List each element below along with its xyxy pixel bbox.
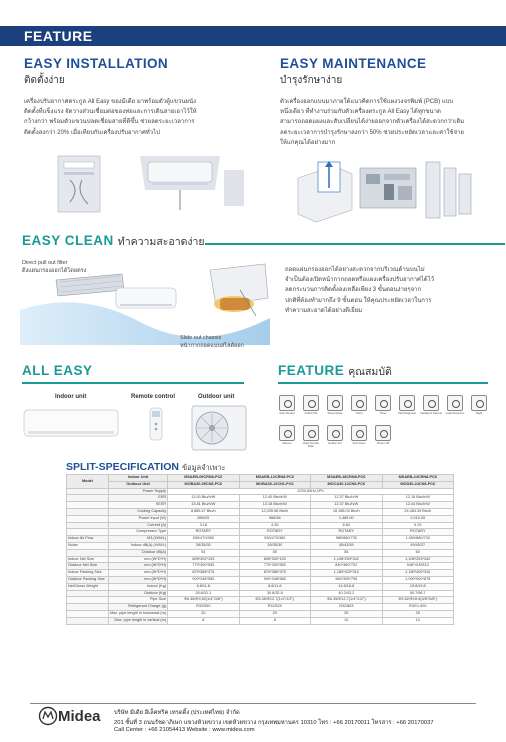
feature-item xyxy=(468,395,490,415)
spec-value-cell: 8.8/11.8 xyxy=(168,583,239,590)
easy-clean-title-en: EASY CLEAN xyxy=(22,233,114,248)
spec-row xyxy=(67,508,454,515)
body-line: ให้แก่คุณได้อย่างมาก xyxy=(280,139,336,146)
feature-item-label: Timer xyxy=(379,411,387,415)
spec-value-cell: 13.81 Btu/h/W xyxy=(168,502,239,509)
easy-clean-illustration xyxy=(20,260,270,345)
spec-row xyxy=(67,549,454,556)
feature-item-label: Self Clean xyxy=(352,441,366,445)
indoor-model-1: MSAEB-09CRN8-PC6 xyxy=(168,475,239,482)
spec-value-cell: 49/45/37 xyxy=(382,542,454,549)
spec-group-cell xyxy=(67,597,109,604)
indoor-model-4: MSAEB-24CRN8-PC6 xyxy=(382,475,454,482)
spec-value-cell: ROTARY xyxy=(311,529,382,536)
spec-value-cell: 1,108*253*342 xyxy=(382,556,454,563)
spec-row xyxy=(67,610,454,617)
spec-value-cell: 770*300*555 xyxy=(168,563,239,570)
indoor-unit-clean-illustration xyxy=(116,288,176,308)
spec-value-cell: 14.5/18.8 xyxy=(311,583,382,590)
spec-title-en: SPLIT-SPECIFICATION xyxy=(66,461,179,473)
feature-section-title-en: FEATURE xyxy=(278,363,345,378)
feature-item xyxy=(348,395,370,415)
intelligent-defrost-icon xyxy=(423,395,439,411)
feature-item xyxy=(324,425,346,445)
power-off-icon xyxy=(375,425,391,441)
spec-value-cell: R32/620 xyxy=(239,604,310,611)
spec-group-cell xyxy=(67,604,109,611)
body-line: หนึ่งเดียว ที่ทำงานร่วมกับตัวเครื่องตระกูล All Easy ได้ทุกขนาด xyxy=(280,109,441,116)
filter-label-th: ดึงแผ่นกรองออกได้โดยตรง xyxy=(22,268,87,274)
easy-clean-title xyxy=(22,233,205,250)
spec-value-cell: 13.00 Btu/h/W xyxy=(168,495,239,502)
power-supply-value: 220V,50Hz,1Ph xyxy=(168,488,454,495)
feature-item-label: Self Diagnosis xyxy=(398,411,416,415)
spec-value-cell: 20 xyxy=(239,610,310,617)
power-supply-label: Power Supply xyxy=(108,488,167,495)
spec-value-cell: 900*348*585 xyxy=(239,576,310,583)
spec-value-cell: 50.7/56.7 xyxy=(382,590,454,597)
spec-value-cell: 12.44 Btu/h/W xyxy=(382,502,454,509)
spec-value-cell: 1,090*500*875 xyxy=(382,576,454,583)
easy-maintenance-subtitle: บำรุงรักษาง่าย xyxy=(280,75,343,86)
midea-brand: Midea xyxy=(58,708,101,725)
spec-value-cell: 530/470/380 xyxy=(168,536,239,543)
spec-value-cell: 12.40 Btu/h/W xyxy=(239,495,310,502)
feature-item xyxy=(300,425,322,448)
spec-label-cell: mm (W*D*H) xyxy=(108,570,167,577)
spec-value-cell: 40.2/43.2 xyxy=(311,590,382,597)
feature-item-label: Sleep Mode xyxy=(327,411,343,415)
spec-row xyxy=(67,563,454,570)
spec-row xyxy=(67,583,454,590)
spec-label-cell: EER xyxy=(108,495,167,502)
footer-address: 201 ชั้นที่ 3 ถนนรัชดาภิเษก แขวงห้วยขวาง เขตห้วยขวาง กรุงเทพมหานคร 10310 โทร : +66 20170011 โทรสาร : +66 20170037 xyxy=(114,720,434,726)
auto-restart-icon xyxy=(279,395,295,411)
indoor-model-2: MSAEB-12CRN8-PC6 xyxy=(239,475,310,482)
spec-value-cell: 900*348*585 xyxy=(168,576,239,583)
spec-value-cell: 530/470/380 xyxy=(239,536,310,543)
indoor-model-3: MSAEB-18CRN8-PC6 xyxy=(311,475,382,482)
outdoor-model-3: MOCA30-12CN8-PC6 xyxy=(311,481,382,488)
filter-panel-illustration xyxy=(56,274,124,296)
feature-item-label: Intelligent Defrost xyxy=(420,411,442,415)
spec-value-cell: 869/25 xyxy=(168,515,239,522)
spec-group-cell: Net/Gross Weight xyxy=(67,583,109,590)
body-line: ตัวเครื่องออกแบบมาภายใต้แนวคิดการใช้แผงวงจรพิมพ์ (PCB) แบบ xyxy=(280,99,454,105)
spec-row xyxy=(67,542,454,549)
spec-group-cell xyxy=(67,610,109,617)
spec-value-cell: 9.29 xyxy=(382,522,454,529)
spec-value-cell: 840*360*702 xyxy=(311,563,382,570)
spec-row xyxy=(67,576,454,583)
all-easy-title: ALL EASY xyxy=(22,363,93,378)
spec-group-cell xyxy=(67,508,109,515)
spec-label-cell: Outdoor (Kg) xyxy=(108,590,167,597)
spec-label-cell: Cooling Capacity xyxy=(108,508,167,515)
spec-table xyxy=(66,474,454,625)
spec-title xyxy=(66,461,226,474)
model-header: Model xyxy=(67,475,109,489)
spec-value-cell: 12,035.98 Btu/h xyxy=(239,508,310,515)
spec-group-cell xyxy=(67,549,109,556)
spec-value-cell: 1,108*253*342 xyxy=(311,556,382,563)
spec-group-cell xyxy=(67,522,109,529)
spec-label-cell: Compressor Type xyxy=(108,529,167,536)
midea-logo-icon xyxy=(38,706,58,726)
easy-maintenance-title: EASY MAINTENANCE xyxy=(280,56,427,71)
body-line: กว้างกว่า พร้อมตัวแขวนปลดเชื่อมสายที่ดีขึ้น ช่วยลดระยะเวลาการ xyxy=(24,119,195,126)
spec-label-cell: Outdoor dB(A) xyxy=(108,549,167,556)
spec-group-cell: Noise xyxy=(67,542,109,549)
spec-row xyxy=(67,570,454,577)
spec-row xyxy=(67,502,454,509)
pcb-modules-illustration xyxy=(426,162,471,218)
body-line: ติดตั้งที่แข็งแรง จัดวางส่วนเชื่อมต่อของท่อและการเดินสายเอาไว้ให้ xyxy=(24,109,197,116)
body-line: ลดระยะเวลาการบำรุงรักษาลงกว่า 50% ช่วยประหยัดเวลาและค่าใช้จ่าย xyxy=(280,129,464,136)
spec-value-cell: 8.8/11.8 xyxy=(239,583,310,590)
spec-group-cell xyxy=(67,590,109,597)
feature-item xyxy=(372,395,394,415)
feature-item xyxy=(276,395,298,415)
spec-group-cell xyxy=(67,495,109,502)
spec-row xyxy=(67,556,454,563)
spec-value-cell: 4.35 xyxy=(239,522,310,529)
spec-value-cell: 39/35/30 xyxy=(168,542,239,549)
golden-fin-icon xyxy=(327,425,343,441)
feature-item-label: Night xyxy=(475,411,483,415)
feature-section-rule xyxy=(278,382,488,384)
body-line: ปกติที่ต้องทำมากถึง 9 ขั้นตอน ให้คุณประหยัดเวลาในการ xyxy=(285,297,432,304)
spec-value-cell: 56 xyxy=(311,549,382,556)
spec-value-cell: 28.8/31.1 xyxy=(168,590,239,597)
maintenance-illustrations xyxy=(294,158,476,224)
spec-label-cell: Current (A) xyxy=(108,522,167,529)
spec-value-cell: 20 xyxy=(168,610,239,617)
outdoor-unit-header: Outdoor Unit xyxy=(108,481,167,488)
spec-value-cell: 25 xyxy=(382,610,454,617)
spec-value-cell: 8,885.47 Btu/h xyxy=(168,508,239,515)
spec-row xyxy=(67,590,454,597)
spec-value-cell: 39/35/30 xyxy=(239,542,310,549)
feature-item-label: Silence xyxy=(282,441,292,445)
spec-value-cell: 55 xyxy=(239,549,310,556)
all-easy-rule xyxy=(22,382,244,384)
spec-value-cell: ROTARY xyxy=(168,529,239,536)
remote-control-image xyxy=(150,408,162,440)
feature-item xyxy=(396,395,418,415)
spec-group-cell xyxy=(67,488,109,495)
spec-value-cell: 8 xyxy=(168,617,239,624)
spec-group-cell xyxy=(67,617,109,624)
indoor-unit-label: Indoor unit xyxy=(55,394,87,400)
spec-subtitle: ข้อมูลจำเพาะ xyxy=(181,463,226,472)
self-clean-icon xyxy=(351,425,367,441)
slide-out-chassis-illustration xyxy=(210,264,268,316)
high-density-filter-icon xyxy=(303,425,319,441)
spec-value-cell: 3.18 xyxy=(168,522,239,529)
all-easy-units xyxy=(22,404,247,452)
refrigerant-leak-icon xyxy=(447,395,463,411)
spec-value-cell: 948*415*810 xyxy=(382,563,454,570)
spec-group-cell xyxy=(67,515,109,522)
outdoor-unit-image xyxy=(192,406,246,450)
spec-value-cell: 12.37 Btu/h/W xyxy=(311,502,382,509)
spec-label-cell: Power Input (W) xyxy=(108,515,167,522)
spec-value-cell: 870*385*375 xyxy=(239,570,310,577)
filter-label-en: Direct pull out filter xyxy=(22,260,68,266)
spec-value-cell: 54 xyxy=(168,549,239,556)
spec-value-cell: 805*302*193 xyxy=(239,556,310,563)
pcb-board-illustration xyxy=(360,168,416,208)
spec-value-cell: R32/550 xyxy=(168,604,239,611)
feature-item-label: Golden Fin xyxy=(328,441,342,445)
spec-value-cell: 13.18 Btu/h/W xyxy=(239,502,310,509)
spec-value-cell: 18,188.03 Btu/h xyxy=(311,508,382,515)
follow-me-icon xyxy=(303,395,319,411)
spec-value-cell: Φ6.35/Φ9.52(1/4"/3/8") xyxy=(168,597,239,604)
spec-row xyxy=(67,617,454,624)
spec-row xyxy=(67,529,454,536)
body-line: สามารถถอดแผงและสับเปลี่ยนได้ง่ายออกจากตัวเครื่องได้สะดวกกว่าเดิม xyxy=(280,119,465,126)
spec-value-cell: 12.37 Btu/h/W xyxy=(311,495,382,502)
feature-section-title xyxy=(278,363,392,380)
indoor-unit-installation-illustration xyxy=(140,156,244,210)
spec-value-cell: 30.8/32.8 xyxy=(239,590,310,597)
spec-value-cell: 770*300*555 xyxy=(239,563,310,570)
spec-group-cell xyxy=(67,502,109,509)
footer-company: บริษัท มีเดีย อีเล็คทริค เทรดดิ้ง (ประเทศไทย) จำกัด xyxy=(114,710,240,716)
easy-maintenance-body xyxy=(280,97,495,148)
spec-row xyxy=(67,604,454,611)
spec-row xyxy=(67,522,454,529)
body-line: ติดตั้งลงกว่า 20% เมื่อเทียบกับเครื่องปรับอากาศทั่วไป xyxy=(24,129,160,136)
timer-icon xyxy=(375,395,391,411)
spec-group-cell: Outdoor Packing Size xyxy=(67,576,109,583)
spec-value-cell: 15.8/19.8 xyxy=(382,583,454,590)
feature-item-label: Auto Restart xyxy=(279,411,295,415)
body-line: ทำความสะอาดได้อย่างดีเยี่ยม xyxy=(285,307,363,314)
spec-group-cell: Indoor Air Flow xyxy=(67,536,109,543)
feature-item-label: Turbo xyxy=(355,411,363,415)
wall-mount-illustration xyxy=(58,156,100,212)
spec-label-cell: Max. pipe length in vertical (m) xyxy=(108,617,167,624)
feature-item-label: Power Off xyxy=(376,441,390,445)
spec-value-cell: 1,485.00 xyxy=(311,515,382,522)
self-diagnosis-icon xyxy=(399,395,415,411)
body-line: เครื่องปรับอากาศตระกูล All Easy ของมีเดีย มาพร้อมตัวตู้แขวนผนัง xyxy=(24,99,197,105)
silence-icon xyxy=(279,425,295,441)
spec-label-cell: Pipe Size xyxy=(108,597,167,604)
feature-item-label: High Density Filter xyxy=(303,441,319,449)
feature-item-label: Follow Me xyxy=(304,411,318,415)
spec-value-cell: 45/43/39 xyxy=(311,542,382,549)
spec-label-cell: Max. pipe length in horizontal (m) xyxy=(108,610,167,617)
spec-value-cell: 8 xyxy=(239,617,310,624)
spec-value-cell: 1,180*400*310 xyxy=(382,570,454,577)
spec-value-cell: Φ9.52/Φ15.9(3/8"/5/8") xyxy=(382,597,454,604)
spec-label-cell: Indoor dB(A) (H/M/L) xyxy=(108,542,167,549)
outdoor-model-4: MOD30-24CN8-PC6 xyxy=(382,481,454,488)
indoor-unit-image xyxy=(24,410,118,436)
feature-item xyxy=(420,395,442,415)
spec-value-cell: 1,050/880/730 xyxy=(382,536,454,543)
spec-label-cell: Indoor (Kg) xyxy=(108,583,167,590)
feature-item xyxy=(372,425,394,445)
spec-row xyxy=(67,536,454,543)
spec-value-cell: Φ6.35/Φ12.7(1/4"/1/2") xyxy=(239,597,310,604)
spec-label-cell: mm (W*D*H) xyxy=(108,576,167,583)
feature-section-subtitle: คุณสมบัติ xyxy=(348,366,392,378)
spec-value-cell: ROTARY xyxy=(382,529,454,536)
spec-group-cell: Indoor Net Size xyxy=(67,556,109,563)
easy-clean-rule xyxy=(205,243,505,245)
feature-item xyxy=(348,425,370,445)
spec-value-cell: ROTARY xyxy=(239,529,310,536)
feature-item xyxy=(300,395,322,415)
turbo-icon xyxy=(351,395,367,411)
spec-value-cell: 6.84 xyxy=(311,522,382,529)
feature-item xyxy=(324,395,346,415)
spec-value-cell: 25 xyxy=(311,610,382,617)
indoor-unit-header: Indoor Unit xyxy=(108,475,167,482)
spec-value-cell: 980/880/730 xyxy=(311,536,382,543)
easy-clean-subtitle: ทำความสะอาดง่าย xyxy=(117,236,205,248)
spec-group-cell: Outdoor Net Size xyxy=(67,563,109,570)
outdoor-unit-label: Outdoor unit xyxy=(198,394,235,400)
night-mode-icon xyxy=(471,395,487,411)
chassis-label-en: Slide out chassis xyxy=(180,335,222,341)
spec-row xyxy=(67,495,454,502)
easy-installation-subtitle: ติดตั้งง่าย xyxy=(24,75,65,86)
spec-group-cell xyxy=(67,529,109,536)
spec-label-cell: SEER xyxy=(108,502,167,509)
spec-label-cell: mm (W*D*H) xyxy=(108,556,167,563)
spec-value-cell: 24,484.39 Btu/h xyxy=(382,508,454,515)
spec-value-cell: R32/1,500 xyxy=(382,604,454,611)
footer-contact: Call Center : +66 21054413 Website : www.midea.com xyxy=(114,727,255,733)
spec-value-cell: 2,010.05 xyxy=(382,515,454,522)
installation-illustrations xyxy=(30,150,255,220)
chassis-label-th: หน้ากากถอดแบบสไลด์ออก xyxy=(180,343,244,349)
spec-value-cell: 870*385*375 xyxy=(168,570,239,577)
feature-item xyxy=(276,425,298,445)
easy-clean-body xyxy=(285,265,495,316)
feature-item xyxy=(444,395,466,415)
spec-label-cell: Refrigerant Charge (g) xyxy=(108,604,167,611)
spec-value-cell: 805*302*193 xyxy=(168,556,239,563)
footer-divider xyxy=(30,703,476,704)
spec-value-cell: R32/863 xyxy=(311,604,382,611)
spec-row xyxy=(67,597,454,604)
spec-value-cell: 60 xyxy=(382,549,454,556)
body-line: ถอดแผ่นกรองออกได้อย่างสะดวกจากบริเวณด้านบนไม่ xyxy=(285,267,425,273)
spec-value-cell: 965*395*755 xyxy=(311,576,382,583)
body-line: ลดกระบวนการติดตั้งลงเหลือเพียง 3 ขั้นตอนง่ายๆจาก xyxy=(285,287,422,294)
spec-label-cell: M3 (H/M/L) xyxy=(108,536,167,543)
outdoor-model-1: MOBA30-09CN8-PC6 xyxy=(168,481,239,488)
spec-label-cell: mm (W*D*H) xyxy=(108,563,167,570)
easy-installation-body xyxy=(24,97,254,138)
easy-installation-title: EASY INSTALLATION xyxy=(24,56,169,71)
spec-value-cell: 10 xyxy=(311,617,382,624)
pcb-removal-illustration xyxy=(298,161,352,222)
spec-value-cell: Φ6.35/Φ12.7(1/4"/1/2") xyxy=(311,597,382,604)
spec-value-cell: 1,180*420*310 xyxy=(311,570,382,577)
body-line: จำเป็นต้องเปิดหน้ากากถอดหรือแผงเครื่องปรับอากาศได้ไว้ xyxy=(285,277,435,284)
spec-value-cell: 968/36 xyxy=(239,515,310,522)
spec-value-cell: 10 xyxy=(382,617,454,624)
feature-item-label: Leak Detection xyxy=(445,411,465,415)
feature-banner-title: FEATURE xyxy=(24,28,93,44)
remote-control-label: Remote control xyxy=(131,394,176,400)
spec-value-cell: 12.18 Btu/h/W xyxy=(382,495,454,502)
spec-group-cell: Indoor Packing Size xyxy=(67,570,109,577)
sleep-mode-icon xyxy=(327,395,343,411)
outdoor-model-2: MOBA30-12CN1-PC6 xyxy=(239,481,310,488)
spec-row xyxy=(67,515,454,522)
